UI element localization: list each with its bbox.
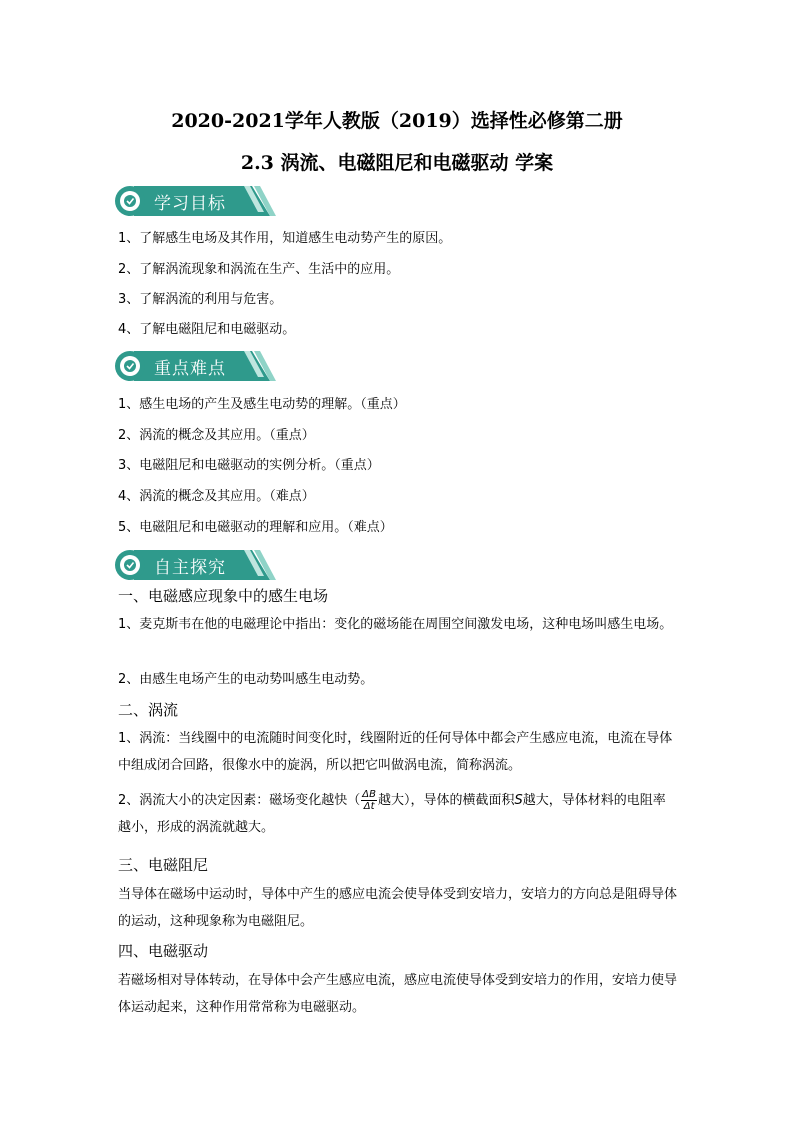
goal-item: 4、了解电磁阻尼和电磁驱动。: [118, 322, 296, 337]
paragraph: 当导体在磁场中运动时，导体中产生的感应电流会使导体受到安培力，安培力的方向总是阻碍导体的运动，这种现象称为电磁阻尼。: [118, 887, 678, 929]
key-point-item: 2、涡流的概念及其应用。（重点）: [118, 428, 315, 443]
banner-label: 学习目标: [154, 194, 226, 214]
goal-item: 2、了解涡流现象和涡流在生产、生活中的应用。: [118, 262, 400, 277]
section-heading: 四、电磁驱动: [118, 942, 209, 960]
variable-symbol: S: [514, 793, 523, 808]
fraction-formula: [361, 789, 377, 812]
key-point-item: 5、电磁阻尼和电磁驱动的理解和应用。（难点）: [118, 520, 393, 535]
key-point-item: 1、感生电场的产生及感生电动势的理解。（重点）: [118, 397, 406, 412]
paragraph-with-formula: [118, 787, 678, 841]
paragraph: 2、由感生电场产生的电动势叫感生电动势。: [118, 672, 374, 687]
section-heading: 二、涡流: [118, 701, 179, 719]
document-title: 2020-2021学年人教版（2019）选择性必修第二册: [171, 110, 623, 132]
key-point-item: 4、涡流的概念及其应用。（难点）: [118, 489, 315, 504]
text-run: 越大，导体材料的电阻率越小，形成的涡流就越大。: [118, 793, 666, 835]
key-point-item: 3、电磁阻尼和电磁驱动的实例分析。（重点）: [118, 458, 380, 473]
banner-label: 重点难点: [154, 359, 226, 379]
section-banner-explore: [114, 548, 276, 582]
section-heading: 三、电磁阻尼: [118, 856, 209, 874]
fraction-denominator: Δt: [363, 801, 375, 812]
fraction-numerator: ΔB: [362, 789, 376, 800]
paragraph: 1、涡流：当线圈中的电流随时间变化时，线圈附近的任何导体中都会产生感应电流，电流在导体中组成闭合回路，很像水中的旋涡，所以把它叫做涡电流，简称涡流。: [118, 731, 673, 773]
text-run: 越大），导体的横截面积: [377, 793, 515, 808]
document-subtitle: 2.3 涡流、电磁阻尼和电磁驱动 学案: [240, 152, 554, 174]
banner-label: 自主探究: [154, 558, 226, 578]
paragraph: 若磁场相对导体转动，在导体中会产生感应电流，感应电流使导体受到安培力的作用，安培力使导体运动起来，这种作用常常称为电磁驱动。: [118, 973, 678, 1015]
goal-item: 3、了解涡流的利用与危害。: [118, 292, 283, 307]
section-banner-key-points: [114, 349, 276, 383]
section-banner-goals: [114, 184, 276, 218]
text-run: 2、涡流大小的决定因素：磁场变化越快（: [118, 793, 361, 808]
section-heading: 一、电磁感应现象中的感生电场: [118, 587, 329, 605]
paragraph: 1、麦克斯韦在他的电磁理论中指出：变化的磁场能在周围空间激发电场，这种电场叫感生电场。: [118, 617, 673, 632]
goal-item: 1、了解感生电场及其作用，知道感生电动势产生的原因。: [118, 231, 452, 246]
